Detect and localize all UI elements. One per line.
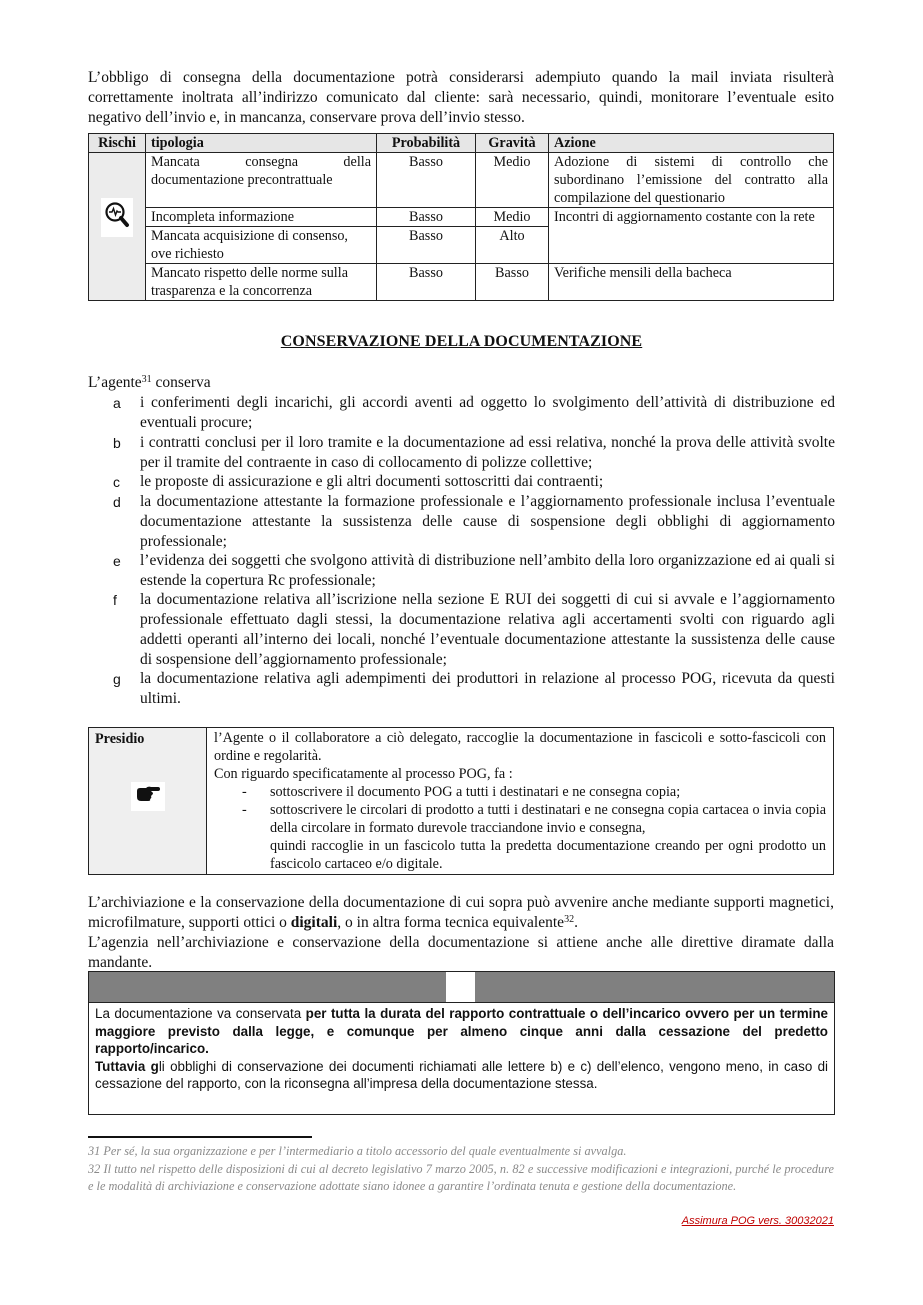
presidio-tail: quindi raccoglie in un fascicolo tutta la predetta documentazione creando per ogni prodotto un fascicolo cartaceo e/o digitale. [270,838,826,872]
note-bold: Tuttavia g [95,1058,159,1074]
risk-table [88,133,834,301]
header-rischi: Rischi [89,134,146,153]
list-marker: e [113,553,121,569]
footnote-separator [88,1136,312,1138]
intro-paragraph: L’obbligo di consegna della documentazione potrà considerarsi adempiuto quando la mail inviata risulterà correttamente inoltrata all’indirizzo comunicato dal cliente: sarà necessario, quindi, monitorare l’eventuale esito negativo dell’invio e, in mancanza, conservare prova dell’invio stesso. [88,69,834,126]
magnifier-pulse-icon [101,198,133,237]
note-box-body [89,1003,834,1095]
bullet-text: sottoscrivere le circolari di prodotto a tutti i destinatari e ne consegna copia cartacea o invia copia della circolare in formato durevole tracciandone invio e consegna, [270,802,826,836]
list-text: l’evidenza dei soggetti che svolgono attività di distribuzione nell’ambito della loro organizzazione ed ai quali si estende la copertura Rc professionale; [140,552,835,589]
note-bold: per tutta la durata del rapporto contrattuale o dell’incarico ovvero per un termine maggiore previsto dalla legge, e comunque per almeno cinque anni dalla cessazione del predetto rapporto/incarico. [95,1006,828,1056]
cell-probabilita: Basso [377,264,476,301]
header-azione: Azione [549,134,834,153]
cell-tipologia: Mancata consegna della documentazione precontrattuale [146,153,377,208]
note-text: La documentazione va conservata [95,1006,306,1021]
list-text: la documentazione relativa all’iscrizione nella sezione E RUI dei soggetti di cui si avvale e l’aggiornamento professionale effettuato dagli stessi, la documentazione relativa agli accertamenti svolti con riguardo agli addetti operanti all’interno dei locali, nonché l’eventuale documentazione attestante la sussistenza delle cause di sospensione dell’aggiornamento professionale; [140,591,835,668]
rischi-icon-cell [89,153,146,301]
risk-table-header [89,134,834,153]
archive-text: L’archiviazione e la conservazione della documentazione di cui sopra può avvenire anche mediante supporti magnetici, microfilmature, supporti ottici o [88,894,834,931]
list-text: la documentazione relativa agli adempimenti dei produttori in relazione al processo POG, ricevuta da questi ultimi. [140,670,835,707]
document-version-link[interactable]: Assimura POG vers. 30032021 [681,1215,834,1227]
list-text: i conferimenti degli incarichi, gli accordi aventi ad oggetto lo svolgimento dell’attività di distribuzione ed eventuali procure; [140,394,835,431]
cell-gravita: Medio [476,153,549,208]
note-text: li obblighi di conservazione dei documenti richiamati alle lettere b) e c) dell’elenco, vengono meno, in caso di cessazione del rapporto, con la riconsegna all’impresa della documentazione stessa. [95,1058,828,1091]
cell-azione: Verifiche mensili della bacheca [549,264,834,301]
list-text: le proposte di assicurazione e gli altri documenti sottoscritti dai contraenti; [140,473,604,490]
table-row [89,153,834,208]
list-marker: a [113,395,121,411]
note-paragraph-1 [95,1005,828,1058]
cell-probabilita: Basso [377,227,476,264]
cell-probabilita: Basso [377,208,476,227]
list-marker: g [113,671,121,687]
dash-marker: - [242,802,247,818]
presidio-bullet [214,783,826,801]
table-row [89,264,834,301]
presidio-bullet [214,801,826,837]
lead-text: L’agente [88,374,142,391]
list-text: i contratti conclusi per il loro tramite e la documentazione ad essi relativa, nonché la prova delle attività svolte per il tramite del contraente in caso di collocamento di polizze collettive; [140,434,835,471]
archive-paragraph-2: L’agenzia nell’archiviazione e conservazione della documentazione si attiene anche alle direttive diramate dalla mandante. [88,934,834,971]
header-gap [446,972,475,1002]
list-item [113,472,835,492]
cell-gravita: Medio [476,208,549,227]
list-marker: c [113,474,120,490]
cell-probabilita: Basso [377,153,476,208]
footnote-ref-32[interactable]: 32 [564,914,575,925]
cell-gravita: Alto [476,227,549,264]
list-marker: b [113,435,121,451]
list-marker: d [113,494,121,510]
footnote-ref-31[interactable]: 31 [141,374,152,385]
archive-text: . [574,914,578,931]
note-box-header [89,972,834,1003]
list-item [113,669,835,709]
pointing-hand-icon [131,782,165,811]
note-box [88,971,835,1115]
note-paragraph-2 [95,1058,828,1093]
dash-marker: - [242,784,247,800]
header-tipologia: tipologia [146,134,377,153]
bullet-text: sottoscrivere il documento POG a tutti i destinatari e ne consegna copia; [270,784,681,800]
presidio-paragraph: l’Agente o il collaboratore a ciò delegato, raccoglie la documentazione in fascicoli e sotto-fascicoli con ordine e regolarità. [214,730,826,764]
list-item [113,551,835,591]
list-item [113,492,835,552]
cell-azione: Incontri di aggiornamento costante con la rete [549,208,834,264]
section-lead [88,373,211,393]
archive-text: , o in altra forma tecnica equivalente [337,914,565,931]
list-item [113,393,835,433]
cell-gravita: Basso [476,264,549,301]
presidio-label-cell [89,728,207,875]
list-marker: f [113,592,117,608]
list-text: la documentazione attestante la formazione professionale e l’aggiornamento professionale inclusa l’eventuale documentazione attestante la sussistenza delle cause di sospensione degli obblighi di aggiornamento professionale; [140,493,835,550]
archive-paragraph-1 [88,893,834,933]
footnote-31: 31 Per sé, la sua organizzazione e per l’intermediario a titolo accessorio del quale eventualmente si avvalga. [88,1144,627,1158]
section-title: CONSERVAZIONE DELLA DOCUMENTAZIONE [280,333,643,350]
cell-tipologia: Mancato rispetto delle norme sulla trasparenza e la concorrenza [146,264,377,301]
table-row [89,208,834,227]
cell-tipologia: Mancata acquisizione di consenso, ove richiesto [146,227,377,264]
cell-azione: Adozione di sistemi di controllo che subordinano l’emissione del contratto alla compilazione del questionario [549,153,834,208]
presidio-label: Presidio [95,731,145,747]
header-probabilita: Probabilità [377,134,476,153]
presidio-paragraph: Con riguardo specificatamente al processo POG, fa : [214,766,513,782]
lead-tail: conserva [151,374,211,391]
footnote-32: 32 Il tutto nel rispetto delle disposizioni di cui al decreto legislativo 7 marzo 2005, n. 82 e successive modificazioni e integrazioni, purché le procedure e le modalità di archiviazione e conservazione adottate siano idonee a garantire l’ordinata tenuta e gestione della documentazione. [88,1162,834,1193]
archive-bold: digitali [290,914,338,931]
header-gravita: Gravità [476,134,549,153]
list-item [113,433,835,473]
cell-tipologia: Incompleta informazione [146,208,377,227]
list-item [113,590,835,670]
presidio-body [207,728,834,875]
presidio-table [88,727,834,875]
